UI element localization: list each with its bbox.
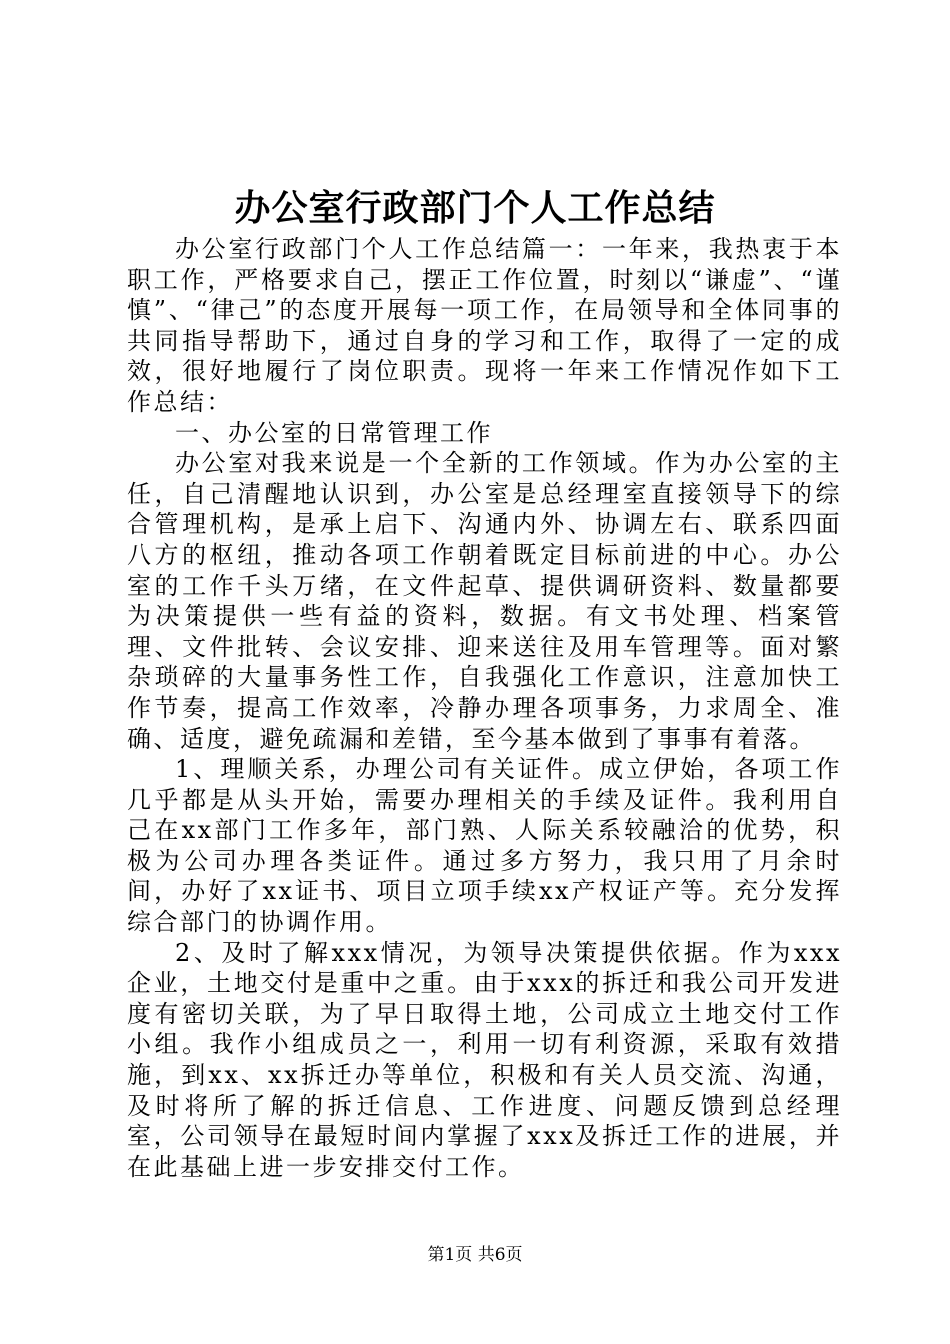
paragraph-item-1: 1、理顺关系，办理公司有关证件。成立伊始，各项工作几乎都是从头开始，需要办理相关的手续及证件。我利用自己在xx部门工作多年，部门熟、人际关系较融洽的优势，积极为公司办理各类证件。通过多方努力，我只用了月余时间，办好了xx证书、项目立项手续xx产权证产等。充分发挥综合部门的协调作用。 bbox=[127, 755, 842, 937]
document-title: 办公室行政部门个人工作总结 bbox=[234, 187, 716, 229]
page-number-footer: 第1页 共6页 bbox=[427, 1245, 523, 1265]
section-heading-daily-management: 一、办公室的日常管理工作 bbox=[175, 418, 493, 447]
document-body bbox=[127, 234, 842, 1182]
paragraph-item-2: 2、及时了解xxx情况，为领导决策提供依据。作为xxx企业，土地交付是重中之重。由于xxx的拆迁和我公司开发进度有密切关联，为了早日取得土地，公司成立土地交付工作小组。我作小组成员之一，利用一切有利资源，采取有效措施，到xx、xx拆迁办等单位，积极和有关人员交流、沟通，及时将所了解的拆迁信息、工作进度、问题反馈到总经理室，公司领导在最短时间内掌握了xxx及拆迁工作的进展，并在此基础上进一步安排交付工作。 bbox=[127, 938, 842, 1181]
paragraph-intro: 办公室行政部门个人工作总结篇一：一年来，我热衷于本职工作，严格要求自己，摆正工作位置，时刻以“谦虚”、“谨慎”、“律己”的态度开展每一项工作，在局领导和全体同事的共同指导帮助下，通过自身的学习和工作，取得了一定的成效，很好地履行了岗位职责。现将一年来工作情况作如下工作总结： bbox=[127, 235, 842, 416]
paragraph-office-overview: 办公室对我来说是一个全新的工作领域。作为办公室的主任，自己清醒地认识到，办公室是总经理室直接领导下的综合管理机构，是承上启下、沟通内外、协调左右、联系四面八方的枢纽，推动各项工作朝着既定目标前进的中心。办公室的工作千头万绪，在文件起草、提供调研资料、数量都要为决策提供一些有益的资料，数据。有文书处理、档案管理、文件批转、会议安排、迎来送往及用车管理等。面对繁杂琐碎的大量事务性工作，自我强化工作意识，注意加快工作节奏，提高工作效率，冷静办理各项事务，力求周全、准确、适度，避免疏漏和差错，至今基本做到了事事有着落。 bbox=[127, 449, 842, 753]
